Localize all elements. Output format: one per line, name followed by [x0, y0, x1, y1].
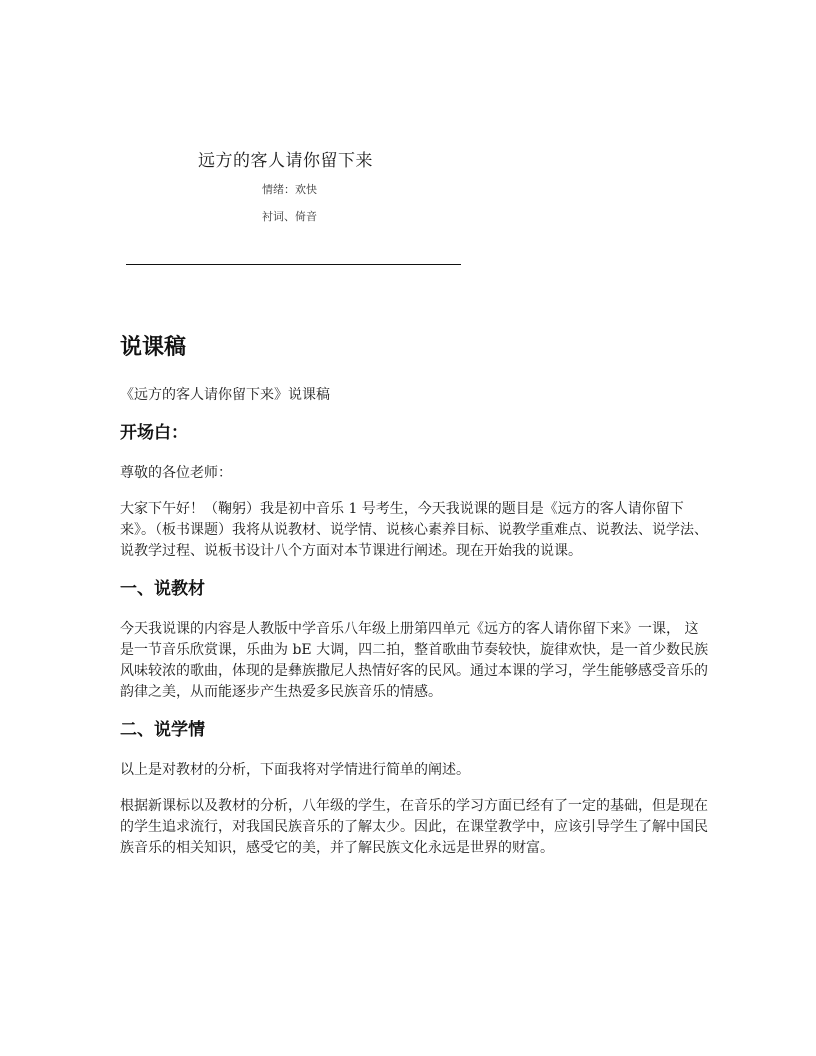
greeting-text: 尊敬的各位老师：: [120, 465, 232, 481]
horizontal-rule: [126, 264, 461, 265]
section-2-intro: 以上是对教材的分析，下面我将对学情进行简单的阐述。: [120, 762, 470, 778]
section-2-title: 二、说学情: [120, 720, 205, 740]
banner-techniques: 衬词、倚音: [262, 210, 317, 223]
document-subtitle: 《远方的客人请你留下来》说课稿: [120, 387, 330, 403]
banner-mood: 情绪：欢快: [262, 183, 317, 196]
section-opening-title: 开场白：: [120, 423, 188, 443]
document-heading: 说课稿: [120, 335, 187, 360]
section-2-paragraph: 根据新课标以及教材的分析，八年级的学生，在音乐的学习方面已经有了一定的基础，但是现在的学生追求流行，对我国民族音乐的了解太少。因此，在课堂教学中，应该引导学生了解中国民族音乐的相关知识，感受它的美，并了解民族文化永远是世界的财富。: [120, 798, 708, 856]
opening-paragraph: 大家下午好！（鞠躬）我是初中音乐 1 号考生，今天我说课的题目是《远方的客人请你留下来》。（板书课题）我将从说教材、说学情、说核心素养目标、说教学重难点、说教法、说学法、说教学过程、说板书设计八个方面对本节课进行阐述。现在开始我的说课。: [120, 501, 708, 559]
section-1-paragraph: 今天我说课的内容是人教版中学音乐八年级上册第四单元《远方的客人请你留下来》一课， 这是一节音乐欣赏课，乐曲为 bE 大调，四二拍，整首歌曲节奏较快，旋律欢快，是一首少数民族风味较浓的歌曲，体现的是彝族撒尼人热情好客的民风。通过本课的学习，学生能够感受音乐的韵律之美，从而能逐步产生热爱多民族音乐的情感。: [120, 621, 709, 700]
section-1-title: 一、说教材: [120, 579, 205, 599]
document-body: [120, 333, 710, 874]
banner-title: 远方的客人请你留下来: [198, 151, 373, 171]
